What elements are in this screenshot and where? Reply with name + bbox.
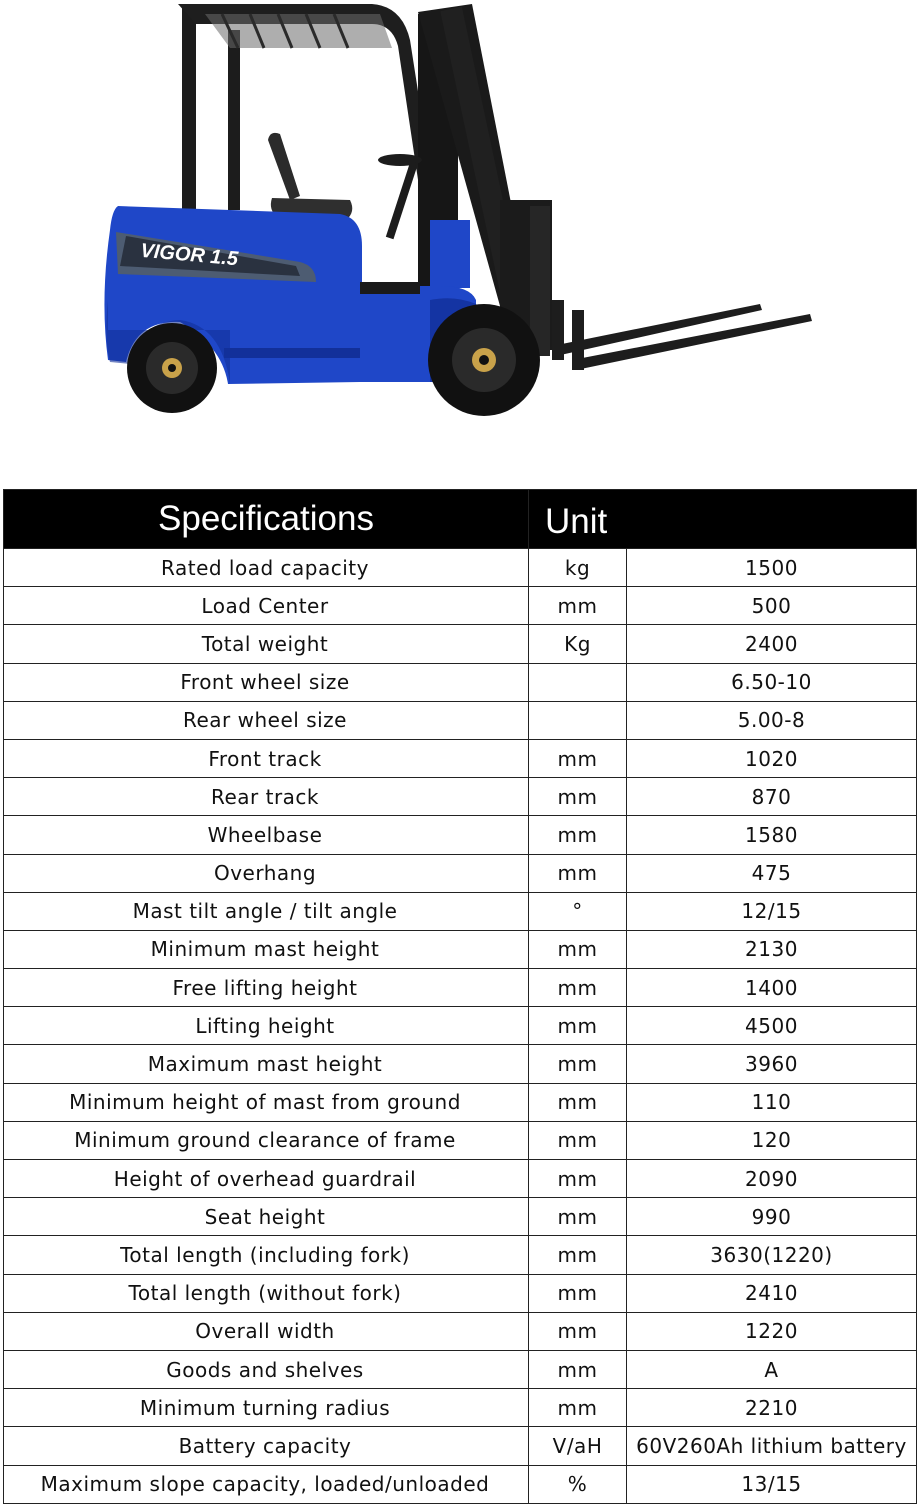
front-wheel (428, 304, 540, 416)
spec-unit-cell: mm (529, 816, 627, 854)
table-row (4, 892, 917, 930)
table-row (4, 1045, 917, 1083)
spec-value-cell: 5.00-8 (627, 701, 917, 739)
table-row (4, 663, 917, 701)
spec-unit-cell: mm (529, 1007, 627, 1045)
spec-unit-cell (529, 701, 627, 739)
spec-value-cell: 990 (627, 1198, 917, 1236)
rear-wheel (127, 323, 217, 413)
spec-value-cell: 12/15 (627, 892, 917, 930)
spec-name-cell: Goods and shelves (4, 1350, 529, 1388)
spec-name-cell: Free lifting height (4, 969, 529, 1007)
table-row (4, 625, 917, 663)
spec-value-cell: 60V260Ah lithium battery (627, 1427, 917, 1465)
spec-value-cell: 2410 (627, 1274, 917, 1312)
spec-unit-cell: mm (529, 1312, 627, 1350)
table-row (4, 816, 917, 854)
specifications-table (3, 489, 917, 1504)
spec-name-cell: Overall width (4, 1312, 529, 1350)
table-row (4, 969, 917, 1007)
spec-value-cell: 2090 (627, 1160, 917, 1198)
spec-unit-cell: kg (529, 549, 627, 587)
spec-value-cell: 1220 (627, 1312, 917, 1350)
table-row (4, 1236, 917, 1274)
spec-unit-cell: mm (529, 778, 627, 816)
spec-unit-cell: ° (529, 892, 627, 930)
spec-name-cell: Rear track (4, 778, 529, 816)
spec-name-cell: Lifting height (4, 1007, 529, 1045)
spec-name-cell: Total weight (4, 625, 529, 663)
spec-unit-cell: mm (529, 969, 627, 1007)
spec-value-cell: 2130 (627, 930, 917, 968)
spec-name-cell: Seat height (4, 1198, 529, 1236)
spec-value-cell: A (627, 1350, 917, 1388)
spec-unit-cell: mm (529, 1083, 627, 1121)
spec-value-cell: 500 (627, 587, 917, 625)
spec-name-cell: Total length (including fork) (4, 1236, 529, 1274)
table-row (4, 549, 917, 587)
spec-unit-cell: mm (529, 1160, 627, 1198)
spec-name-cell: Rear wheel size (4, 701, 529, 739)
spec-unit-cell: mm (529, 1350, 627, 1388)
spec-name-cell: Overhang (4, 854, 529, 892)
spec-unit-cell: mm (529, 739, 627, 777)
spec-name-cell: Battery capacity (4, 1427, 529, 1465)
table-row (4, 1427, 917, 1465)
mast-brand-text: TYPHON (511, 82, 555, 177)
header-specifications: Specifications (4, 490, 529, 549)
forklift-image (0, 0, 920, 480)
table-row (4, 1465, 917, 1503)
spec-value-cell: 1580 (627, 816, 917, 854)
spec-name-cell: Maximum slope capacity, loaded/unloaded (4, 1465, 529, 1503)
spec-unit-cell: mm (529, 1236, 627, 1274)
spec-unit-cell (529, 663, 627, 701)
spec-name-cell: Rated load capacity (4, 549, 529, 587)
spec-name-cell: Minimum mast height (4, 930, 529, 968)
table-header-row (4, 490, 917, 549)
spec-value-cell: 2210 (627, 1389, 917, 1427)
table-row (4, 1312, 917, 1350)
model-decal-text: VIGOR 1.5 (139, 239, 239, 271)
table-row (4, 930, 917, 968)
table-row (4, 701, 917, 739)
spec-name-cell: Minimum turning radius (4, 1389, 529, 1427)
spec-value-cell: 110 (627, 1083, 917, 1121)
spec-value-cell: 4500 (627, 1007, 917, 1045)
operator-seat (268, 133, 352, 220)
table-row (4, 1121, 917, 1159)
spec-unit-cell: mm (529, 930, 627, 968)
header-value (627, 490, 917, 549)
spec-name-cell: Total length (without fork) (4, 1274, 529, 1312)
spec-value-cell: 2400 (627, 625, 917, 663)
spec-unit-cell: Kg (529, 625, 627, 663)
spec-name-cell: Wheelbase (4, 816, 529, 854)
spec-unit-cell: mm (529, 1198, 627, 1236)
table-row (4, 1083, 917, 1121)
spec-unit-cell: % (529, 1465, 627, 1503)
spec-name-cell: Mast tilt angle / tilt angle (4, 892, 529, 930)
table-row (4, 854, 917, 892)
spec-value-cell: 13/15 (627, 1465, 917, 1503)
spec-unit-cell: mm (529, 1274, 627, 1312)
spec-value-cell: 1400 (627, 969, 917, 1007)
spec-value-cell: 120 (627, 1121, 917, 1159)
spec-name-cell: Load Center (4, 587, 529, 625)
spec-unit-cell: mm (529, 587, 627, 625)
table-row (4, 587, 917, 625)
spec-value-cell: 870 (627, 778, 917, 816)
table-row (4, 1007, 917, 1045)
spec-value-cell: 3960 (627, 1045, 917, 1083)
spec-value-cell: 1500 (627, 549, 917, 587)
spec-unit-cell: mm (529, 1121, 627, 1159)
table-row (4, 739, 917, 777)
table-row (4, 1389, 917, 1427)
spec-value-cell: 1020 (627, 739, 917, 777)
spec-name-cell: Minimum ground clearance of frame (4, 1121, 529, 1159)
table-row (4, 778, 917, 816)
spec-name-cell: Maximum mast height (4, 1045, 529, 1083)
spec-name-cell: Height of overhead guardrail (4, 1160, 529, 1198)
spec-name-cell: Front wheel size (4, 663, 529, 701)
spec-unit-cell: mm (529, 1389, 627, 1427)
table-row (4, 1160, 917, 1198)
forks (552, 300, 812, 370)
table-row (4, 1198, 917, 1236)
spec-value-cell: 475 (627, 854, 917, 892)
spec-name-cell: Minimum height of mast from ground (4, 1083, 529, 1121)
spec-name-cell: Front track (4, 739, 529, 777)
spec-value-cell: 3630(1220) (627, 1236, 917, 1274)
table-body (4, 549, 917, 1504)
table-row (4, 1274, 917, 1312)
header-unit: Unit (529, 490, 627, 549)
spec-unit-cell: mm (529, 854, 627, 892)
spec-unit-cell: V/aH (529, 1427, 627, 1465)
spec-value-cell: 6.50-10 (627, 663, 917, 701)
spec-unit-cell: mm (529, 1045, 627, 1083)
table-row (4, 1350, 917, 1388)
